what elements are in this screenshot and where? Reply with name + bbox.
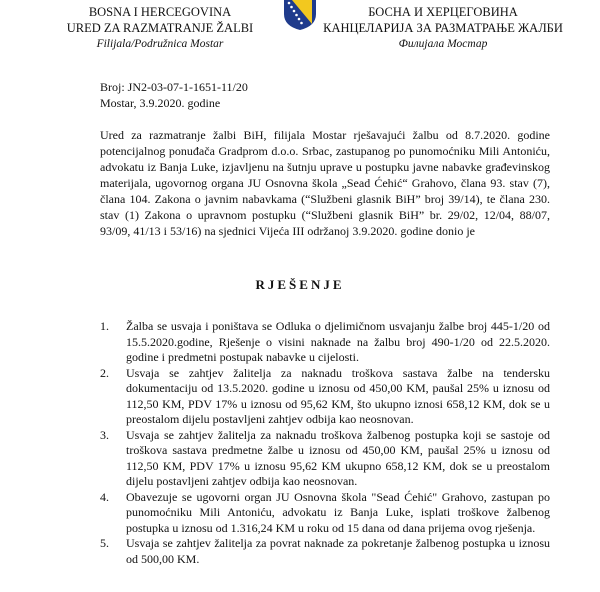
decision-item-number: 1. xyxy=(100,319,109,333)
decision-item-text: Usvaja se zahtjev žalitelja za naknadu troškova sastava žalbe na tendersku dokumentaciju od 13.5.2020. godine u iznosu od 450,00 KM, paušal 25% u iznosu od 112,50 KM, PDV 17% u iznosu od 95,62 KM, što ukupno iznosi 658,12 KM, dok se u preostalom dijelu postavljeni zahtjev odbija kao neosnovan. xyxy=(126,365,550,426)
header-left-country: BOSNA I HERCEGOVINA xyxy=(88,5,232,19)
decision-item xyxy=(100,490,550,537)
document-number: Broj: JN2-03-07-1-1651-11/20 xyxy=(100,80,248,94)
header-left xyxy=(40,4,280,52)
decision-item xyxy=(100,366,550,428)
decision-item xyxy=(100,536,550,567)
decision-item-number: 4. xyxy=(100,489,109,504)
header-left-office: URED ZA RAZMATRANJE ŽALBI xyxy=(66,21,254,35)
decision-item xyxy=(100,319,550,366)
header-right-office: КАНЦЕЛАРИЈА ЗА РАЗМАТРАЊЕ ЖАЛБИ xyxy=(323,21,563,35)
document-place-date: Mostar, 3.9.2020. godine xyxy=(100,96,221,110)
header-right-country: БОСНА И ХЕРЦЕГОВИНА xyxy=(368,5,518,19)
decision-item-number: 5. xyxy=(100,536,109,550)
decision-item-number: 3. xyxy=(100,427,109,442)
header-left-branch: Filijala/Podružnica Mostar xyxy=(96,38,224,50)
decision-item-number: 2. xyxy=(100,365,109,380)
intro-paragraph: Ured za razmatranje žalbi BiH, filijala Mostar rješavajući žalbu od 8.7.2020. godine potencijalnog ponuđača Gradprom d.o.o. Srbac, zastupanog po punomoćniku Mili Antoniću, advokatu iz Banja Luke, izjavljenu na šutnju uprave u postupku javne nabavke građevinskog materijala, ugovornog organa JU Osnovna škola „Sead Ćehić“ Grahovo, člana 93. stav (7), člana 104. Zakona o javnim nabavkama (“Službeni glasnik BiH” broj 39/14), te člana 230. stav (1) Zakona o upravnom postupku (“Službeni glasnik BiH” br. 29/02, 12/04, 88/07, 93/09, 41/13 i 53/16) na sjednici Vijeća III održanoj 3.9.2020. godine donio je xyxy=(100,128,550,238)
header-right xyxy=(308,4,578,52)
header-right-branch: Филијала Мостар xyxy=(398,38,488,50)
decision-item-text: Žalba se usvaja i poništava se Odluka o djelimičnom usvajanju žalbe broj 445-1/20 od 15.5.2020.godine, Rješenje o visini naknade na žalbu broj 490-1/20 od 22.5.2020. godine i predmetni postupak nabavke u cijelosti. xyxy=(126,319,550,364)
decision-item-text: Usvaja se zahtjev žalitelja za naknadu troškova žalbenog postupka koji se sastoje od troškova sastava predmetne žalbe u iznosu od 450,00 KM, paušal 25% u iznosu od 112,50 KM, PDV 17% u iznosu 95,62 KM ukupno 658,12 KM, dok se u preostalom dijelu postavljeni zahtjev odbija kao neosnovan. xyxy=(126,427,550,488)
document-meta xyxy=(100,79,248,111)
decision-item-text: Obavezuje se ugovorni organ JU Osnovna škola "Sead Ćehić" Grahovo, zastupan po punomoćniku Mili Antoniću, advokatu iz Banja Luke, isplati troškove žalbenog postupka u iznosu od 1.316,24 KM u roku od 15 dana od dana prijema ovog rješenja. xyxy=(126,489,550,535)
decision-title: RJEŠENJE xyxy=(255,277,345,292)
decision-list xyxy=(100,319,550,567)
decision-item xyxy=(100,428,550,490)
decision-item-text: Usvaja se zahtjev žalitelja za povrat naknade za pokretanje žalbenog postupka u iznosu od 500,00 KM. xyxy=(126,536,550,566)
